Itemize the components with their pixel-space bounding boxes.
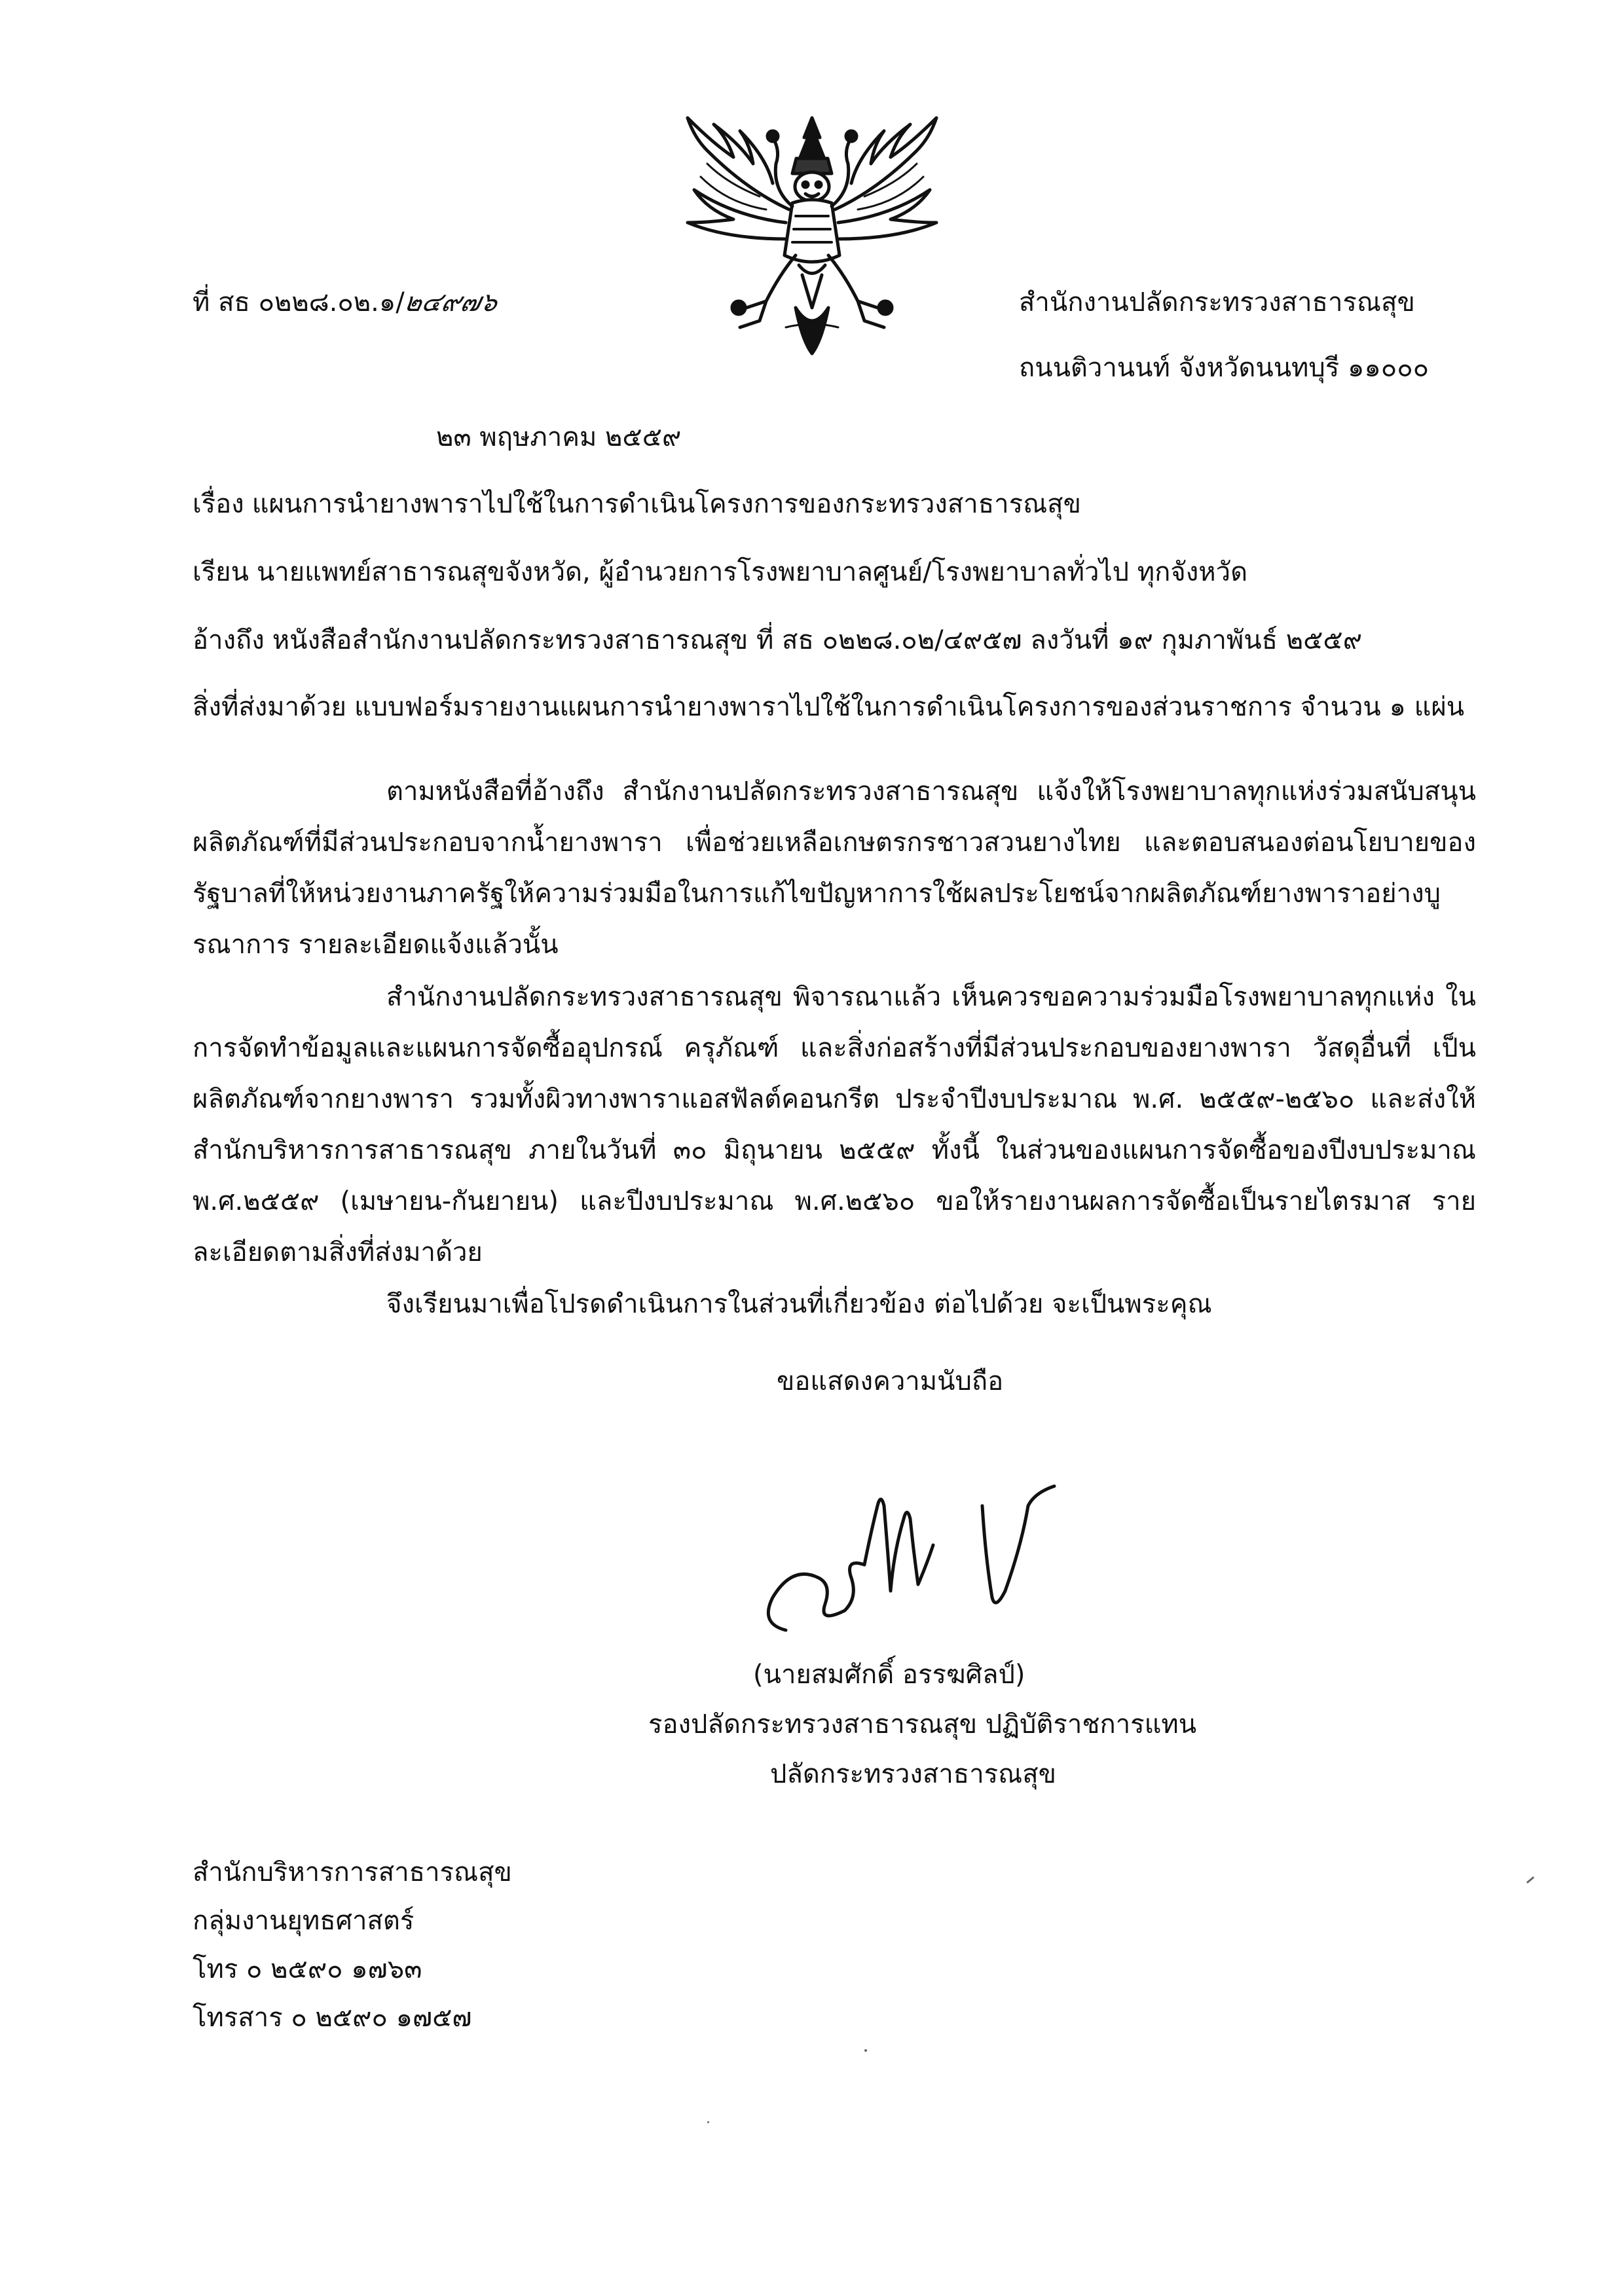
reference-line [193, 625, 1362, 656]
subject-text: แผนการนำยางพาราไปใช้ในการดำเนินโครงการของกระทรวงสาธารณสุข [251, 489, 1081, 519]
footer-office: สำนักบริหารการสาธารณสุข [193, 1857, 512, 1887]
reference-number [193, 287, 501, 318]
document-date: ๒๓ พฤษภาคม ๒๕๕๙ [436, 422, 682, 452]
signer-name: (นายสมศักดิ์ อรรฆศิลป์) [753, 1660, 1025, 1690]
closing-line: จึงเรียนมาเพื่อโปรดดำเนินการในส่วนที่เกี่ยวข้อง ต่อไปด้วย จะเป็นพระคุณ [386, 1289, 1212, 1319]
handwritten-signature-icon [747, 1467, 1113, 1637]
footer-fax: โทรสาร ๐ ๒๕๙๐ ๑๗๕๗ [193, 2003, 472, 2033]
signer-title: รองปลัดกระทรวงสาธารณสุข ปฏิบัติราชการแทน [648, 1709, 1197, 1740]
body-paragraph-1: ตามหนังสือที่อ้างถึง สำนักงานปลัดกระทรวงสาธารณสุข แจ้งให้โรงพยาบาลทุกแห่งร่วมสนับสนุน ผลิตภัณฑ์ที่มีส่วนประกอบจากน้ำยางพารา เพื่อช่วยเหลือเกษตรกรชาวสวนยางไทย และตอบสนองต่อนโยบายของ รัฐบาลที่ให้หน่วยงานภาครัฐให้ความร่วมมือในการแก้ไขปัญหาการใช้ผลประโยชน์จากผลิตภัณฑ์ยางพาราอย่างบูรณาการ รายละเอียดแจ้งแล้วนั้น [193, 776, 1476, 960]
agency-address: ถนนติวานนท์ จังหวัดนนทบุรี ๑๑๐๐๐ [1019, 353, 1430, 383]
subject-line [193, 488, 1081, 520]
regards-line: ขอแสดงความนับถือ [777, 1366, 1004, 1396]
signer-title-secondary: ปลัดกระทรวงสาธารณสุข [770, 1759, 1057, 1789]
addressee-text: นายแพทย์สาธารณสุขจังหวัด, ผู้อำนวยการโรงพยาบาลศูนย์/โรงพยาบาลทั่วไป ทุกจังหวัด [256, 557, 1248, 587]
reference-handwritten-number: ๒๔๙๗๖ [401, 287, 501, 318]
scan-speck [1526, 1876, 1535, 1884]
footer-phone: โทร ๐ ๒๕๙๐ ๑๗๖๓ [193, 1954, 422, 1984]
agency-name: สำนักงานปลัดกระทรวงสาธารณสุข [1019, 287, 1415, 318]
enclosure-label: สิ่งที่ส่งมาด้วย [193, 692, 346, 722]
addressee-label: เรียน [193, 557, 249, 587]
reference-text: หนังสือสำนักงานปลัดกระทรวงสาธารณสุข ที่ สธ ๐๒๒๘.๐๒/๔๙๕๗ ลงวันที่ ๑๙ กุมภาพันธ์ ๒๕๕๙ [272, 625, 1362, 655]
scan-speck [864, 2049, 867, 2052]
garuda-emblem-icon [668, 111, 956, 360]
scan-speck [707, 2121, 709, 2123]
enclosure-text: แบบฟอร์มรายงานแผนการนำยางพาราไปใช้ในการดำเนินโครงการของส่วนราชการ จำนวน ๑ แผ่น [354, 692, 1465, 722]
body-paragraph-2: สำนักงานปลัดกระทรวงสาธารณสุข พิจารณาแล้ว เห็นควรขอความร่วมมือโรงพยาบาลทุกแห่ง ในการจัดทำข้อมูลและแผนการจัดซื้ออุปกรณ์ ครุภัณฑ์ และสิ่งก่อสร้างที่มีส่วนประกอบของยางพารา วัสดุอื่นที่ เป็นผลิตภัณฑ์จากยางพารา รวมทั้งผิวทางพาราแอสฟัลต์คอนกรีต ประจำปีงบประมาณ พ.ศ. ๒๕๕๙-๒๕๖๐ และส่งให้ สำนักบริหารการสาธารณสุข ภายในวันที่ ๓๐ มิถุนายน ๒๕๕๙ ทั้งนี้ ในส่วนของแผนการจัดซื้อของปีงบประมาณ พ.ศ.๒๕๕๙ (เมษายน-กันยายน) และปีงบประมาณ พ.ศ.๒๕๖๐ ขอให้รายงานผลการจัดซื้อเป็นรายไตรมาส รายละเอียดตามสิ่งที่ส่งมาด้วย [193, 982, 1476, 1267]
reference-label: อ้างถึง [193, 625, 265, 655]
subject-label: เรื่อง [193, 489, 244, 519]
addressee-line [193, 556, 1247, 588]
footer-group: กลุ่มงานยุทธศาสตร์ [193, 1906, 415, 1936]
reference-prefix: ที่ สธ ๐๒๒๘.๐๒.๑/ [193, 287, 405, 318]
enclosure-line [193, 691, 1464, 723]
